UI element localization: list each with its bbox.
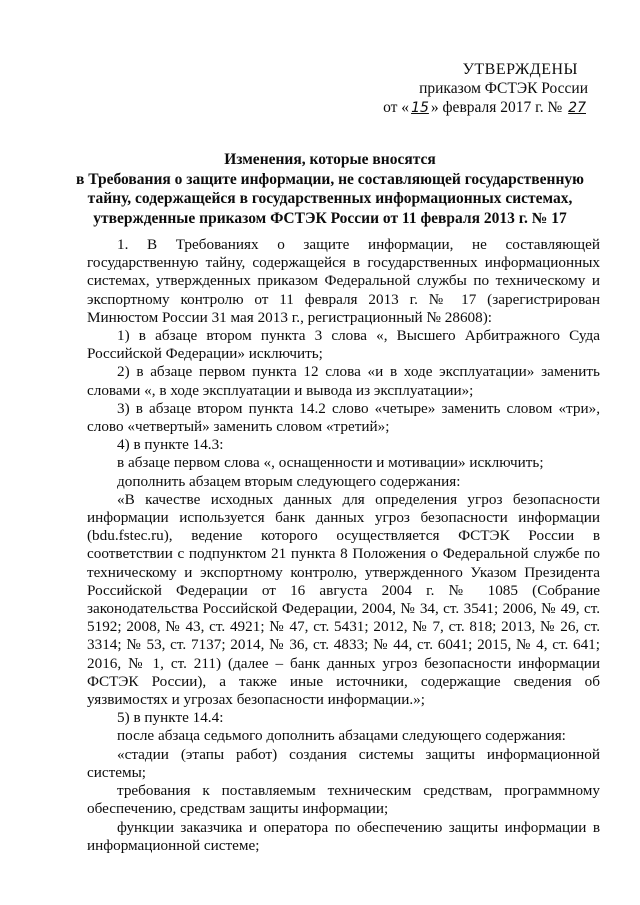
paragraph-item-5b: «стадии (этапы работ) создания системы защиты информационной системы; <box>87 745 600 781</box>
paragraph-item-2: 2) в абзаце первом пункта 12 слова «и в ходе эксплуатации» заменить словами «, в ходе эксплуатации и вывода из эксплуатации»; <box>87 363 600 399</box>
heading-line: тайну, содержащейся в государственных информационных системах, <box>87 190 573 207</box>
heading-line: утвержденные приказом ФСТЭК России от 11 февраля 2013 г. № 17 <box>93 209 567 227</box>
paragraph-item-4a: в абзаце первом слова «, оснащенности и мотивации» исключить; <box>117 454 544 472</box>
approval-title: УТВЕРЖДЕНЫ <box>462 61 578 78</box>
approval-stamp <box>383 60 588 118</box>
paragraph-item-5c: требования к поставляемым техническим средствам, программному обеспечению, средствам защиты информации; <box>87 782 600 818</box>
heading-line: Изменения, которые вносятся <box>224 151 436 168</box>
approval-date <box>383 98 588 118</box>
document-body <box>87 236 600 855</box>
approval-order: приказом ФСТЭК России <box>419 80 588 97</box>
date-middle: » февраля 2017 г. № <box>430 99 563 116</box>
paragraph-item-3: 3) в абзаце втором пункта 14.2 слово «четыре» заменить словом «три», слово «четвертый» заменить словом «третий»; <box>87 399 600 436</box>
paragraph-item-5: 5) в пункте 14.4: <box>117 709 224 727</box>
paragraph-item-5d: функции заказчика и оператора по обеспечению защиты информации в информационной системе; <box>87 818 600 854</box>
date-prefix: от « <box>383 99 410 116</box>
paragraph-intro: 1. В Требованиях о защите информации, не составляющей государственную тайну, содержащейся в государственных информационных системах, утвержденных приказом Федеральной службы по техническому и экспортному контролю от 11 февраля 2013 г. № 17 (зарегистрирован Минюстом России 31 мая 2013 г., регистрационный № 28608): <box>87 236 600 326</box>
heading-line: в Требования о защите информации, не составляющей государственную <box>76 170 584 188</box>
handwritten-day: 15 <box>411 100 429 116</box>
paragraph-item-5a: после абзаца седьмого дополнить абзацами следующего содержания: <box>117 727 566 745</box>
paragraph-item-4b: дополнить абзацем вторым следующего содержания: <box>117 472 461 490</box>
document-heading <box>70 150 590 228</box>
paragraph-quote: «В качестве исходных данных для определения угроз безопасности информации используется банк данных угроз безопасности информации (bdu.fstec.ru), ведение которого осуществляется ФСТЭК России в соответствии с подпунктом 21 пункта 8 Положения о Федеральной службе по техническому и экспортному контролю, утвержденного Указом Президента Российской Федерации от 16 августа 2004 г. № 1085 (Собрание законодательства Российской Федерации, 2004, № 34, ст. 3541; 2006, № 49, ст. 5192; 2008, № 43, ст. 4921; № 47, ст. 5431; 2012, № 7, ст. 818; 2013, № 26, ст. 3314; № 53, ст. 7137; 2014, № 36, ст. 4833; № 44, ст. 6041; 2015, № 4, ст. 641; 2016, № 1, ст. 211) (далее – банк данных угроз безопасности информации ФСТЭК России), а также иные источники, содержащие сведения об уязвимостях и угрозах безопасности информации.»; <box>87 490 600 709</box>
paragraph-item-4: 4) в пункте 14.3: <box>117 436 224 454</box>
handwritten-number: 27 <box>568 100 586 116</box>
paragraph-item-1: 1) в абзаце втором пункта 3 слова «, Высшего Арбитражного Суда Российской Федерации» исключить; <box>87 327 600 363</box>
